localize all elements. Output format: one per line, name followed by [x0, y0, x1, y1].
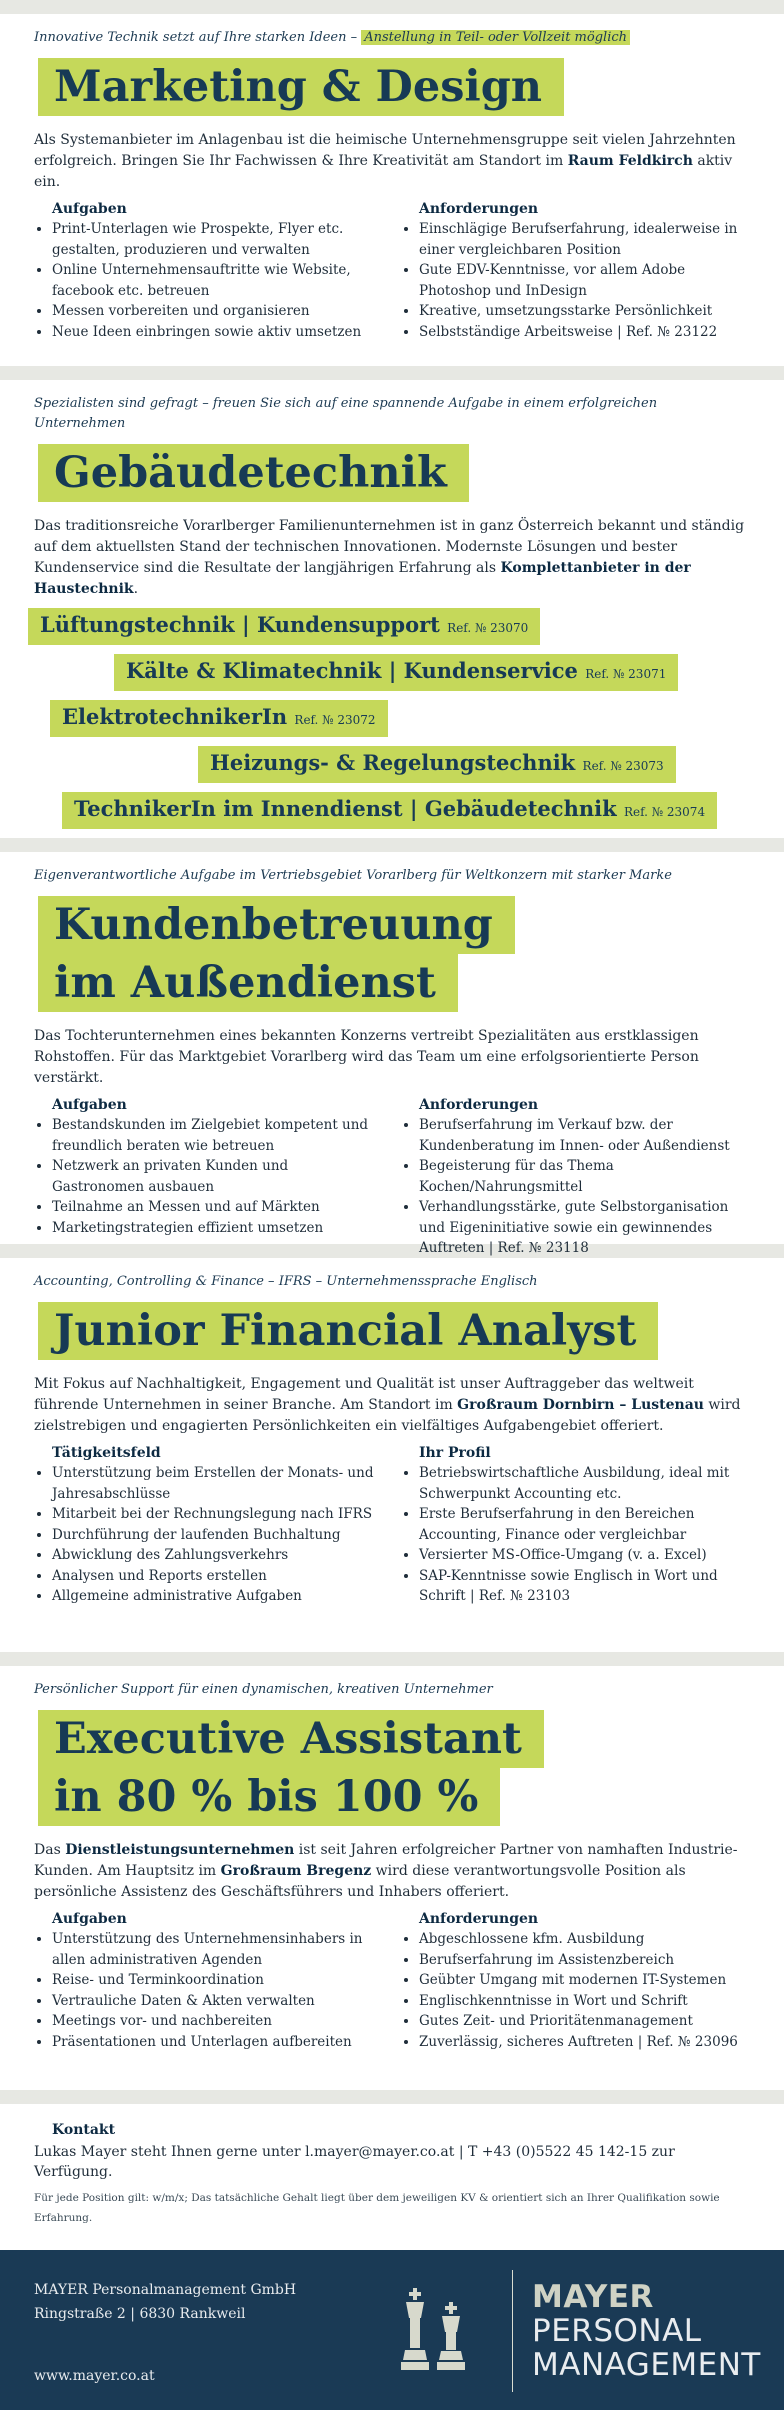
list-item: • Abwicklung des Zahlungsverkehrs: [52, 1545, 383, 1566]
tasks-column: [34, 1097, 383, 1259]
list-item: • Einschlägige Berufserfahrung, idealerweise in einer vergleichbaren Position: [419, 219, 750, 260]
section-intro: [34, 130, 750, 193]
footer-address-block: [34, 2278, 296, 2326]
tasks-column: [34, 1445, 383, 1607]
column-heading: Anforderungen: [419, 201, 539, 217]
company-address: Ringstraße 2 | 6830 Rankweil: [34, 2306, 246, 2322]
intro-text-end: wird zielstrebigen und engagierten Persönlichkeiten ein vielfältiges Aufgabengebiet offeriert.: [34, 1397, 741, 1434]
contact-heading: Kontakt: [52, 2122, 116, 2138]
job-tag-label: Lüftungstechnik | Kundensupport: [40, 612, 440, 637]
list-item: • Unterstützung des Unternehmensinhabers in allen administrativen Agenden: [52, 1929, 383, 1970]
section-intro: Das Tochterunternehmen eines bekannten Konzerns vertreibt Spezialitäten aus erstklassigen Rohstoffen. Für das Marktgebiet Vorarlberg wird das Team um eine erfolgsorientierte Person verstärkt.: [34, 1028, 699, 1086]
job-ref: Ref. № 23071: [585, 667, 667, 681]
job-tag[interactable]: [28, 608, 540, 645]
intro-bold: Großraum Bregenz: [220, 1863, 372, 1879]
list-item: • Betriebswirtschaftliche Ausbildung, ideal mit Schwerpunkt Accounting etc.: [419, 1463, 750, 1504]
intro-text-end: aktiv ein.: [34, 153, 733, 190]
list-item: • Neue Ideen einbringen sowie aktiv umsetzen: [52, 322, 383, 343]
section-intro: [34, 516, 750, 600]
company-name: MAYER Personalmanagement GmbH: [34, 2282, 297, 2298]
list-item: • Meetings vor- und nachbereiten: [52, 2011, 383, 2032]
list-item: • Kreative, umsetzungsstarke Persönlichkeit: [419, 301, 750, 322]
intro-bold: Dienstleistungsunternehmen: [65, 1842, 295, 1858]
job-tag[interactable]: [50, 700, 388, 737]
job-title-line-2: im Außendienst: [38, 954, 458, 1012]
kicker-text: Innovative Technik setzt auf Ihre starken Ideen –: [34, 30, 358, 45]
list-item: • Netzwerk an privaten Kunden und Gastronomen ausbauen: [52, 1156, 383, 1197]
list-item: • Erste Berufserfahrung in den Bereichen Accounting, Finance oder vergleichbar: [419, 1504, 750, 1545]
job-ad-marketing-design: [0, 14, 784, 366]
job-ref: Ref. № 23072: [294, 713, 376, 727]
job-title: Gebäudetechnik: [38, 444, 469, 502]
brand-word-1: MAYER: [532, 2279, 654, 2315]
brand-word-2: PERSONAL: [532, 2313, 702, 2349]
contact-line[interactable]: Lukas Mayer steht Ihnen gerne unter l.mayer@mayer.co.at | T +43 (0)5522 45 142-15 zur Verfügung.: [34, 2144, 675, 2180]
column-heading: Aufgaben: [52, 1911, 127, 1927]
intro-text: ist seit Jahren erfolgreicher Partner von namhaften Industrie-Kunden. Am Hauptsitz im: [34, 1842, 738, 1879]
list-item: • Englischkenntnisse in Wort und Schrift: [419, 1991, 750, 2012]
list-item: • Messen vorbereiten und organisieren: [52, 301, 383, 322]
list-item: • SAP-Kenntnisse sowie Englisch in Wort und Schrift | Ref. № 23103: [419, 1566, 750, 1607]
job-ref: Ref. № 23070: [447, 621, 529, 635]
brand-word-3: MANAGEMENT: [532, 2347, 761, 2383]
list-item: • Bestandskunden im Zielgebiet kompetent und freundlich beraten wie betreuen: [52, 1115, 383, 1156]
job-tag-label: Kälte & Klimatechnik | Kundenservice: [126, 658, 578, 683]
intro-text: Das traditionsreiche Vorarlberger Familienunternehmen ist in ganz Österreich bekannt und ständig auf dem aktuellsten Stand der technischen Innovationen. Modernste Lösungen und bester Kundenservice sind die Resultate der langjährigen Erfahrung als: [34, 518, 745, 576]
list-item: • Allgemeine administrative Aufgaben: [52, 1586, 383, 1607]
intro-text: Als Systemanbieter im Anlagenbau ist die heimische Unternehmensgruppe seit vielen Jahrzehnten erfolgreich. Bringen Sie Ihr Fachwissen & Ihre Kreativität am Standort im: [34, 132, 736, 169]
job-title: Junior Financial Analyst: [38, 1302, 658, 1360]
column-heading: Anforderungen: [419, 1097, 539, 1113]
section-intro: [34, 1840, 750, 1903]
column-heading: Aufgaben: [52, 201, 127, 217]
column-heading: Anforderungen: [419, 1911, 539, 1927]
job-listing-row: [34, 700, 750, 746]
job-ad-executive-assistant: [0, 1666, 784, 2090]
section-kicker: Eigenverantwortliche Aufgabe im Vertriebsgebiet Vorarlberg für Weltkonzern mit starker Marke: [34, 868, 672, 883]
list-item: • Unterstützung beim Erstellen der Monats- und Jahresabschlüsse: [52, 1463, 383, 1504]
list-item: • Gute EDV-Kenntnisse, vor allem Adobe Photoshop und InDesign: [419, 260, 750, 301]
job-tag[interactable]: [198, 746, 676, 783]
list-item: • Gutes Zeit- und Prioritätenmanagement: [419, 2011, 750, 2032]
list-item: • Geübter Umgang mit modernen IT-Systemen: [419, 1970, 750, 1991]
list-item: • Selbstständige Arbeitsweise | Ref. № 23122: [419, 322, 750, 343]
job-tag[interactable]: [114, 654, 678, 691]
requirements-column: [401, 1911, 750, 2052]
job-tag-label: TechnikerIn im Innendienst | Gebäudetechnik: [74, 796, 617, 821]
job-ad-kundenbetreuung: [0, 852, 784, 1256]
list-item: • Zuverlässig, sicheres Auftreten | Ref. № 23096: [419, 2032, 750, 2053]
job-title-line-1: Executive Assistant: [38, 1710, 544, 1768]
intro-bold: Großraum Dornbirn – Lustenau: [457, 1397, 704, 1413]
intro-bold: Komplettanbieter in der Haustechnik: [34, 560, 691, 597]
tasks-column: [34, 1911, 383, 2052]
job-ref: Ref. № 23073: [582, 759, 664, 773]
footer: [0, 2250, 784, 2410]
job-ad-gebaeudetechnik: [0, 380, 784, 838]
column-heading: Aufgaben: [52, 1097, 127, 1113]
section-intro: [34, 1374, 750, 1437]
list-item: • Vertrauliche Daten & Akten verwalten: [52, 1991, 383, 2012]
list-item: • Reise- und Terminkoordination: [52, 1970, 383, 1991]
intro-text: Mit Fokus auf Nachhaltigkeit, Engagement und Qualität ist unser Auftraggeber das weltweit führende Unternehmen in seiner Branche. Am Standort im: [34, 1376, 694, 1413]
section-kicker: [34, 14, 750, 48]
list-item: • Online Unternehmensauftritte wie Website, facebook etc. betreuen: [52, 260, 383, 301]
website-link[interactable]: www.mayer.co.at: [34, 2368, 155, 2384]
list-item: • Berufserfahrung im Verkauf bzw. der Kundenberatung im Innen- oder Außendienst: [419, 1115, 750, 1156]
intro-text: Das: [34, 1842, 66, 1858]
job-ad-junior-financial-analyst: [0, 1258, 784, 1652]
contact-section: [0, 2104, 784, 2250]
list-item: • Analysen und Reports erstellen: [52, 1566, 383, 1587]
brand-logo: [532, 2280, 761, 2382]
intro-text-end: .: [133, 581, 139, 597]
job-title-line-1: Kundenbetreuung: [38, 896, 515, 954]
kicker-highlight: Anstellung in Teil- oder Vollzeit möglich: [361, 30, 630, 45]
job-listing-row: [34, 746, 750, 792]
job-ref: Ref. № 23074: [623, 805, 706, 819]
job-tag-label: ElektrotechnikerIn: [62, 704, 288, 729]
job-tag[interactable]: [62, 792, 717, 829]
section-kicker: Accounting, Controlling & Finance – IFRS – Unternehmenssprache Englisch: [34, 1274, 538, 1289]
job-title: Marketing & Design: [38, 58, 564, 116]
contact-note: Für jede Position gilt: w/m/x; Das tatsächliche Gehalt liegt über dem jeweiligen KV & orientiert sich an Ihrer Qualifikation sowie Erfahrung.: [34, 2192, 720, 2224]
list-item: • Abgeschlossene kfm. Ausbildung: [419, 1929, 750, 1950]
intro-bold: Raum Feldkirch: [567, 153, 693, 169]
tasks-column: [34, 201, 383, 342]
list-item: • Verhandlungsstärke, gute Selbstorganisation und Eigeninitiative sowie ein gewinnendes Auftreten | Ref. № 23118: [419, 1197, 750, 1259]
list-item: • Durchführung der laufenden Buchhaltung: [52, 1525, 383, 1546]
list-item: • Marketingstrategien effizient umsetzen: [52, 1218, 383, 1239]
intro-text-end: wird diese verantwortungsvolle Position als persönliche Assistenz des Geschäftsführers und Inhabers offeriert.: [34, 1863, 686, 1900]
list-item: • Teilnahme an Messen und auf Märkten: [52, 1197, 383, 1218]
column-heading: Tätigkeitsfeld: [52, 1445, 161, 1461]
requirements-column: [401, 201, 750, 342]
section-kicker: Spezialisten sind gefragt – freuen Sie sich auf eine spannende Aufgabe in einem erfolgreichen Unternehmen: [34, 396, 658, 431]
column-heading: Ihr Profil: [419, 1445, 491, 1461]
list-item: • Print-Unterlagen wie Prospekte, Flyer etc. gestalten, produzieren und verwalten: [52, 219, 383, 260]
section-kicker: Persönlicher Support für einen dynamischen, kreativen Unternehmer: [34, 1682, 493, 1697]
job-listing-row: [34, 608, 750, 654]
list-item: • Begeisterung für das Thema Kochen/Nahrungsmittel: [419, 1156, 750, 1197]
chess-kings-icon: [400, 2288, 480, 2378]
job-listing-row: [34, 792, 750, 838]
job-listing-row: [34, 654, 750, 700]
job-tag-label: Heizungs- & Regelungstechnik: [210, 750, 576, 775]
list-item: • Präsentationen und Unterlagen aufbereiten: [52, 2032, 383, 2053]
list-item: • Berufserfahrung im Assistenzbereich: [419, 1950, 750, 1971]
requirements-column: [401, 1097, 750, 1259]
list-item: • Versierter MS-Office-Umgang (v. a. Excel): [419, 1545, 750, 1566]
job-title-line-2: in 80 % bis 100 %: [38, 1768, 500, 1826]
profile-column: [401, 1445, 750, 1607]
list-item: • Mitarbeit bei der Rechnungslegung nach IFRS: [52, 1504, 383, 1525]
footer-divider: [512, 2270, 513, 2392]
